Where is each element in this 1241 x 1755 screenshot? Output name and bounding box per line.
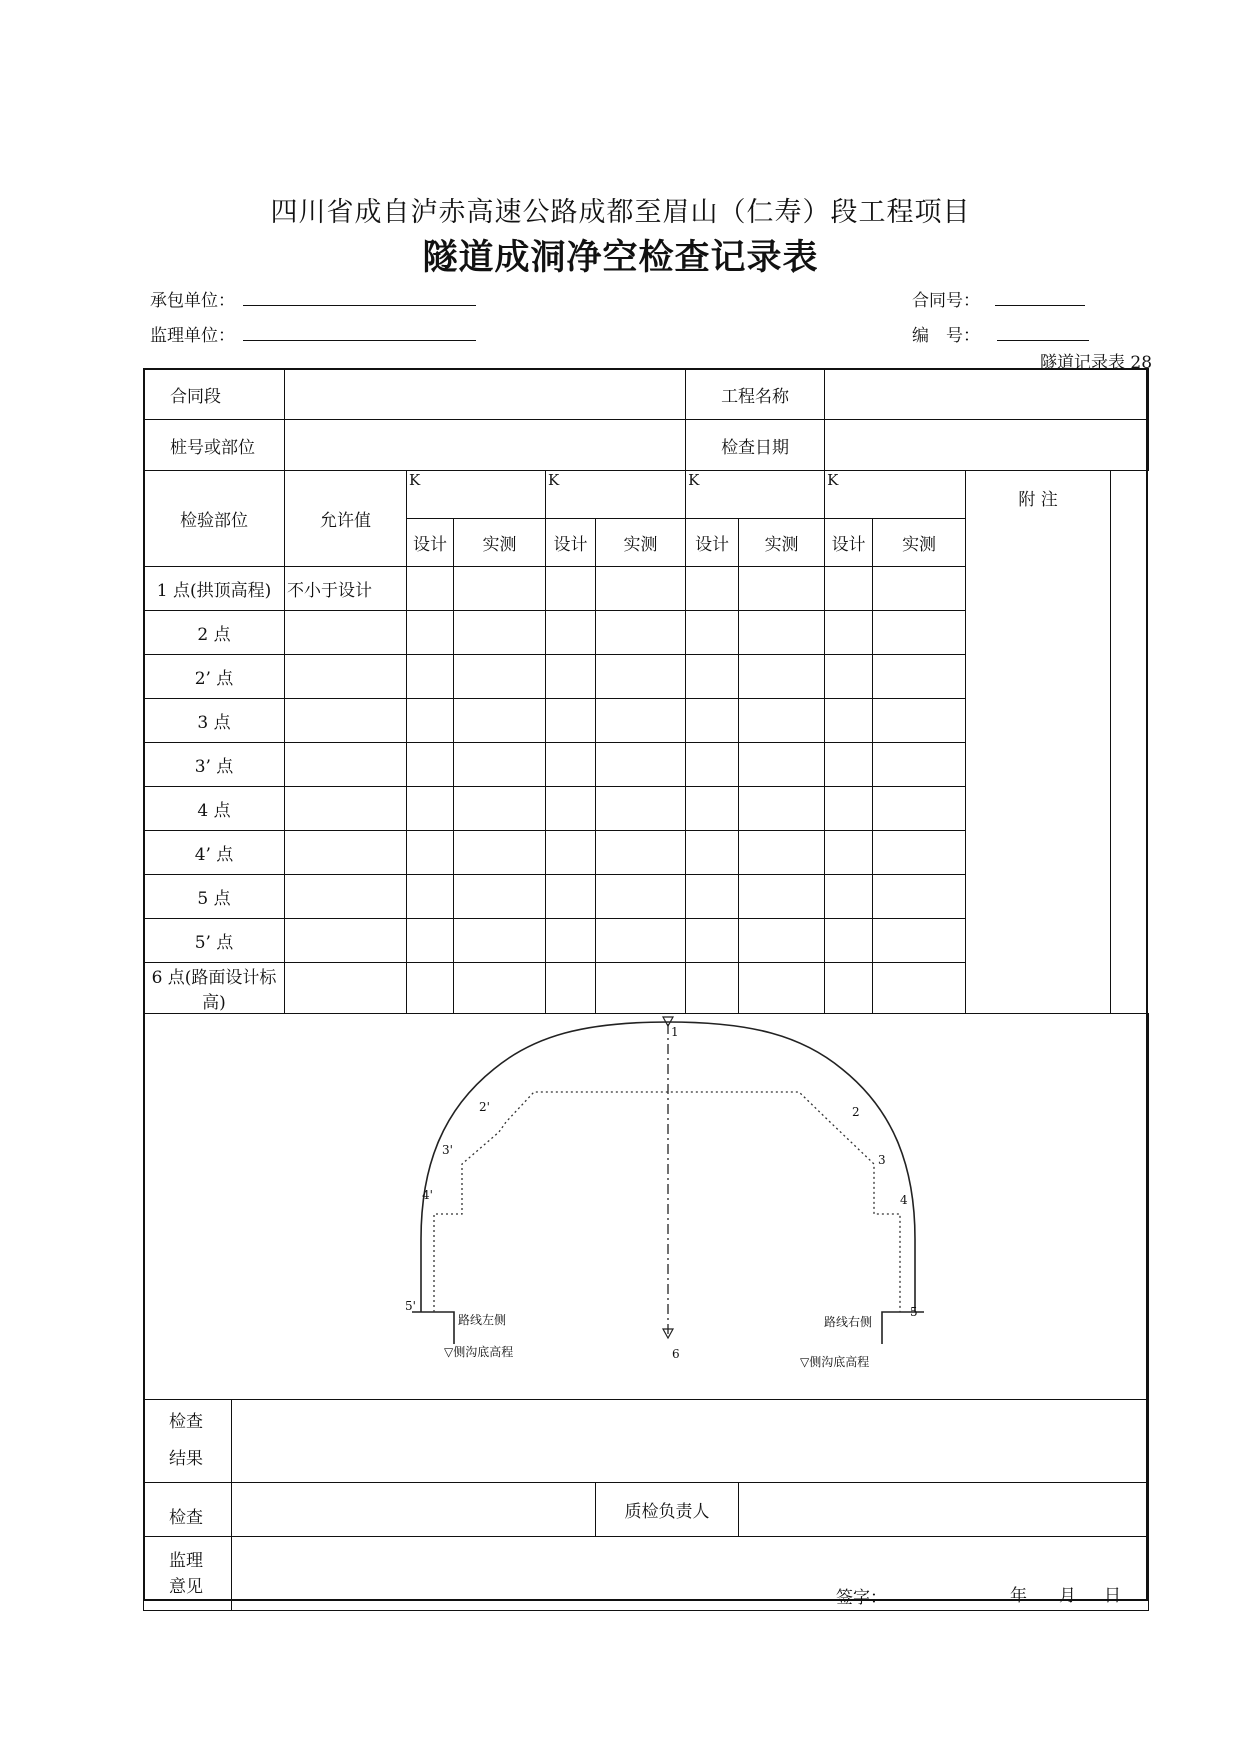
point-label: 5’ 点 bbox=[144, 919, 285, 963]
inspector-label: 检查 bbox=[144, 1483, 232, 1537]
cell[interactable] bbox=[546, 787, 596, 831]
sign-label: 签字： bbox=[836, 1588, 887, 1608]
cell[interactable] bbox=[454, 875, 546, 919]
cell[interactable] bbox=[873, 743, 966, 787]
station-k-2[interactable]: K bbox=[546, 471, 686, 519]
cell[interactable] bbox=[546, 963, 596, 1014]
allowed-value bbox=[285, 875, 407, 919]
cell[interactable] bbox=[686, 567, 739, 611]
cell[interactable] bbox=[825, 699, 873, 743]
cell[interactable] bbox=[686, 831, 739, 875]
measured-label-1: 实测 bbox=[454, 519, 546, 567]
allowed-value bbox=[285, 611, 407, 655]
point-label: 3’ 点 bbox=[144, 743, 285, 787]
cell[interactable] bbox=[739, 787, 825, 831]
cell[interactable] bbox=[454, 611, 546, 655]
cell[interactable] bbox=[873, 963, 966, 1014]
project-name-label: 工程名称 bbox=[686, 369, 825, 420]
result-value[interactable] bbox=[232, 1400, 1149, 1483]
cell[interactable] bbox=[825, 655, 873, 699]
point-4-label: 4 bbox=[900, 1193, 908, 1207]
cell[interactable] bbox=[825, 831, 873, 875]
cell[interactable] bbox=[873, 787, 966, 831]
cell[interactable] bbox=[873, 567, 966, 611]
cell[interactable] bbox=[596, 831, 686, 875]
cell[interactable] bbox=[546, 699, 596, 743]
design-label-3: 设计 bbox=[686, 519, 739, 567]
cell[interactable] bbox=[686, 919, 739, 963]
cell[interactable] bbox=[686, 611, 739, 655]
point-6-label: 6 bbox=[672, 1347, 680, 1361]
cell[interactable] bbox=[407, 655, 454, 699]
cell[interactable] bbox=[596, 787, 686, 831]
position-header: 检验部位 bbox=[144, 471, 285, 567]
point-label: 4 点 bbox=[144, 787, 285, 831]
point-label: 4’ 点 bbox=[144, 831, 285, 875]
cell[interactable] bbox=[686, 963, 739, 1014]
qc-label: 质检负责人 bbox=[596, 1483, 739, 1537]
cell[interactable] bbox=[596, 919, 686, 963]
serial-no-label: 编 号： bbox=[912, 326, 980, 346]
cell[interactable] bbox=[546, 655, 596, 699]
diagram-cell bbox=[144, 1014, 1149, 1400]
supervisor-field[interactable] bbox=[243, 340, 476, 341]
point-label: 3 点 bbox=[144, 699, 285, 743]
cell[interactable] bbox=[873, 699, 966, 743]
point-3-label: 3 bbox=[878, 1153, 886, 1167]
cell[interactable] bbox=[825, 743, 873, 787]
contractor-label: 承包单位： bbox=[150, 291, 235, 311]
cell[interactable] bbox=[596, 699, 686, 743]
right-side-label: 路线右侧 bbox=[824, 1315, 873, 1329]
allowed-value bbox=[285, 919, 407, 963]
allowed-header: 允许值 bbox=[285, 471, 407, 567]
cell[interactable] bbox=[686, 655, 739, 699]
cell[interactable] bbox=[407, 699, 454, 743]
cell[interactable] bbox=[739, 699, 825, 743]
cell[interactable] bbox=[454, 787, 546, 831]
cell[interactable] bbox=[873, 655, 966, 699]
cell[interactable] bbox=[596, 567, 686, 611]
station-k-4[interactable]: K bbox=[825, 471, 966, 519]
year-label: 年 bbox=[1010, 1586, 1027, 1606]
supervision-value[interactable] bbox=[232, 1537, 1149, 1611]
left-ditch-label: ▽侧沟底高程 bbox=[444, 1345, 514, 1359]
cell[interactable] bbox=[407, 963, 454, 1014]
cell[interactable] bbox=[873, 875, 966, 919]
allowed-value bbox=[285, 963, 407, 1014]
supervision-label-line-1: 监理 bbox=[169, 1550, 203, 1571]
cell[interactable] bbox=[739, 963, 825, 1014]
station-k-3[interactable]: K bbox=[686, 471, 825, 519]
cell[interactable] bbox=[546, 919, 596, 963]
point-label: 5 点 bbox=[144, 875, 285, 919]
measured-label-3: 实测 bbox=[739, 519, 825, 567]
cell[interactable] bbox=[546, 743, 596, 787]
cell[interactable] bbox=[596, 611, 686, 655]
cell[interactable] bbox=[825, 611, 873, 655]
project-name-value[interactable] bbox=[825, 369, 1149, 420]
point-3p-label: 3' bbox=[442, 1143, 453, 1157]
point-label: 6 点(路面设计标高) bbox=[144, 963, 285, 1014]
supervision-label bbox=[144, 1537, 232, 1611]
cell[interactable] bbox=[454, 963, 546, 1014]
allowed-value: 不小于设计 bbox=[285, 567, 407, 611]
cell[interactable] bbox=[825, 787, 873, 831]
cell[interactable] bbox=[596, 963, 686, 1014]
point-2-label: 2 bbox=[852, 1105, 860, 1119]
allowed-value bbox=[285, 831, 407, 875]
supervision-label-line-2: 意见 bbox=[169, 1576, 203, 1597]
result-label-line-2: 结果 bbox=[169, 1449, 203, 1469]
cell[interactable] bbox=[454, 655, 546, 699]
cell[interactable] bbox=[454, 743, 546, 787]
cell[interactable] bbox=[686, 875, 739, 919]
cell[interactable] bbox=[596, 655, 686, 699]
section-value[interactable] bbox=[285, 369, 686, 420]
cell[interactable] bbox=[739, 875, 825, 919]
point-5-label: 5 bbox=[910, 1305, 918, 1319]
qc-value[interactable] bbox=[739, 1483, 1149, 1537]
design-label-2: 设计 bbox=[546, 519, 596, 567]
day-label: 日 bbox=[1104, 1586, 1121, 1606]
point-1-label: 1 bbox=[671, 1025, 679, 1039]
cell[interactable] bbox=[454, 699, 546, 743]
cell[interactable] bbox=[739, 567, 825, 611]
cell[interactable] bbox=[407, 567, 454, 611]
cell[interactable] bbox=[596, 743, 686, 787]
remark-header: 附 注 bbox=[966, 471, 1111, 1014]
cell[interactable] bbox=[546, 611, 596, 655]
station-k-1[interactable]: K bbox=[407, 471, 546, 519]
cell[interactable] bbox=[407, 919, 454, 963]
cell[interactable] bbox=[739, 831, 825, 875]
cell[interactable] bbox=[686, 743, 739, 787]
allowed-value bbox=[285, 699, 407, 743]
cell[interactable] bbox=[407, 611, 454, 655]
inspection-table bbox=[143, 368, 1149, 1611]
project-title: 四川省成自泸赤高速公路成都至眉山（仁寿）段工程项目 bbox=[270, 197, 971, 228]
station-value[interactable] bbox=[285, 420, 686, 471]
design-label-1: 设计 bbox=[407, 519, 454, 567]
point-label: 2’ 点 bbox=[144, 655, 285, 699]
contract-no-field[interactable] bbox=[995, 305, 1085, 306]
cell[interactable] bbox=[873, 831, 966, 875]
station-label: 桩号或部位 bbox=[144, 420, 285, 471]
result-label-line-1: 检查 bbox=[169, 1412, 203, 1432]
cell[interactable] bbox=[686, 699, 739, 743]
cell[interactable] bbox=[546, 567, 596, 611]
cell[interactable] bbox=[739, 743, 825, 787]
serial-no-field[interactable] bbox=[997, 340, 1089, 341]
cell[interactable] bbox=[739, 611, 825, 655]
cell[interactable] bbox=[407, 787, 454, 831]
form-code: 隧道记录表 28 bbox=[1040, 353, 1153, 373]
section-label: 合同段 bbox=[144, 369, 285, 420]
cell[interactable] bbox=[546, 875, 596, 919]
allowed-value bbox=[285, 743, 407, 787]
allowed-value bbox=[285, 787, 407, 831]
inspect-date-value[interactable] bbox=[825, 420, 1149, 471]
cell[interactable] bbox=[825, 963, 873, 1014]
cell[interactable] bbox=[407, 743, 454, 787]
cell[interactable] bbox=[454, 919, 546, 963]
tunnel-section-diagram bbox=[144, 1014, 1144, 1398]
cell[interactable] bbox=[454, 567, 546, 611]
measured-label-4: 实测 bbox=[873, 519, 966, 567]
inspect-date-label: 检查日期 bbox=[686, 420, 825, 471]
cell[interactable] bbox=[407, 831, 454, 875]
cell[interactable] bbox=[407, 875, 454, 919]
point-4p-label: 4' bbox=[422, 1188, 433, 1202]
cell[interactable] bbox=[739, 919, 825, 963]
design-label-4: 设计 bbox=[825, 519, 873, 567]
point-5p-label: 5' bbox=[405, 1299, 416, 1313]
form-title: 隧道成洞净空检查记录表 bbox=[422, 237, 819, 278]
cell[interactable] bbox=[546, 831, 596, 875]
cell[interactable] bbox=[454, 831, 546, 875]
result-label bbox=[144, 1400, 232, 1483]
point-2p-label: 2' bbox=[479, 1100, 490, 1114]
month-label: 月 bbox=[1059, 1586, 1076, 1606]
supervisor-label: 监理单位： bbox=[150, 326, 235, 346]
point-label: 2 点 bbox=[144, 611, 285, 655]
cell[interactable] bbox=[686, 787, 739, 831]
cell[interactable] bbox=[825, 875, 873, 919]
cell[interactable] bbox=[873, 919, 966, 963]
point-label: 1 点(拱顶高程) bbox=[144, 567, 285, 611]
contractor-field[interactable] bbox=[243, 305, 476, 306]
allowed-value bbox=[285, 655, 407, 699]
inspector-value[interactable] bbox=[232, 1483, 596, 1537]
left-side-label: 路线左侧 bbox=[458, 1313, 507, 1327]
cell[interactable] bbox=[825, 567, 873, 611]
contract-no-label: 合同号： bbox=[912, 291, 980, 311]
cell[interactable] bbox=[825, 919, 873, 963]
cell[interactable] bbox=[596, 875, 686, 919]
cell[interactable] bbox=[873, 611, 966, 655]
right-ditch-label: ▽侧沟底高程 bbox=[800, 1355, 870, 1369]
measured-label-2: 实测 bbox=[596, 519, 686, 567]
cell[interactable] bbox=[739, 655, 825, 699]
